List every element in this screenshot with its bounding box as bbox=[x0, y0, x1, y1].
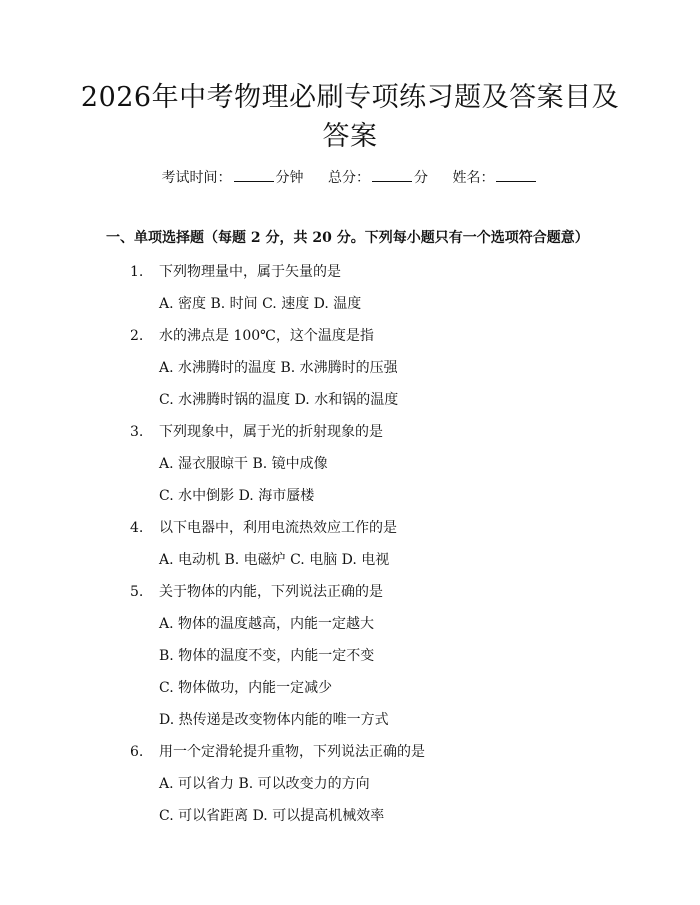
question-text: 下列物理量中，属于矢量的是 bbox=[159, 264, 341, 280]
option-line: D. 热传递是改变物体内能的唯一方式 bbox=[159, 712, 389, 728]
question-number: 2. bbox=[130, 328, 144, 344]
option-line: A. 水沸腾时的温度 B. 水沸腾时的压强 bbox=[159, 360, 398, 376]
question-text: 水的沸点是 100℃，这个温度是指 bbox=[159, 328, 374, 344]
option-line: A. 物体的温度越高，内能一定越大 bbox=[159, 616, 375, 632]
option-line: A. 电动机 B. 电磁炉 C. 电脑 D. 电视 bbox=[159, 552, 390, 568]
exam-time-blank bbox=[234, 169, 274, 182]
option-line: B. 物体的温度不变，内能一定不变 bbox=[159, 648, 375, 664]
question-text: 下列现象中，属于光的折射现象的是 bbox=[159, 424, 383, 440]
total-score-blank bbox=[372, 169, 412, 182]
option-line: C. 水中倒影 D. 海市蜃楼 bbox=[159, 488, 315, 504]
total-score bbox=[328, 169, 428, 187]
option-line: A. 密度 B. 时间 C. 速度 D. 温度 bbox=[159, 296, 362, 312]
option-line: A. 可以省力 B. 可以改变力的方向 bbox=[159, 776, 370, 792]
student-name-blank bbox=[496, 169, 536, 182]
student-name bbox=[452, 169, 538, 187]
option-line: C. 可以省距离 D. 可以提高机械效率 bbox=[159, 808, 385, 824]
question-number: 3. bbox=[130, 424, 144, 440]
exam-meta bbox=[0, 169, 700, 187]
question-text: 以下电器中，利用电流热效应工作的是 bbox=[159, 520, 397, 536]
exam-time-unit: 分钟 bbox=[275, 170, 304, 186]
question-text: 关于物体的内能，下列说法正确的是 bbox=[159, 584, 383, 600]
student-name-label: 姓名： bbox=[452, 170, 495, 186]
question-number: 5. bbox=[130, 584, 144, 600]
total-score-unit: 分 bbox=[414, 170, 428, 186]
exam-time-label: 考试时间： bbox=[161, 170, 232, 186]
question-text: 用一个定滑轮提升重物，下列说法正确的是 bbox=[159, 744, 425, 760]
total-score-label: 总分： bbox=[328, 170, 370, 186]
question-number: 4. bbox=[130, 520, 144, 536]
document-title: 2026年中考物理必刷专项练习题及答案目及答案 bbox=[80, 82, 620, 152]
question-number: 1. bbox=[130, 264, 144, 280]
option-line: A. 湿衣服晾干 B. 镜中成像 bbox=[159, 456, 328, 472]
question-number: 6. bbox=[130, 744, 144, 760]
option-line: C. 物体做功，内能一定减少 bbox=[159, 680, 333, 696]
exam-time bbox=[162, 169, 304, 187]
option-line: C. 水沸腾时锅的温度 D. 水和锅的温度 bbox=[159, 392, 399, 408]
section-heading: 一、单项选择题（每题 2 分，共 20 分。下列每小题只有一个选项符合题意） bbox=[106, 230, 589, 246]
